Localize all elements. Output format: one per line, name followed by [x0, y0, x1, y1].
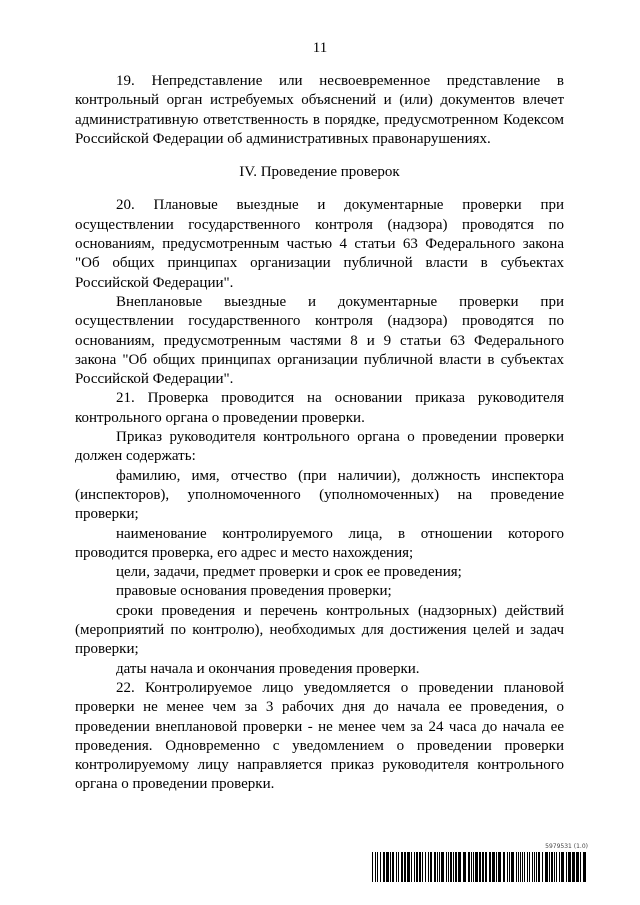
barcode-bar — [479, 852, 481, 882]
barcode-bar — [516, 852, 517, 882]
barcode-bar — [392, 852, 394, 882]
barcode-bar — [566, 852, 567, 882]
barcode-bar — [496, 852, 497, 882]
barcode-bar — [468, 852, 470, 882]
barcode-bar — [401, 852, 403, 882]
barcode-bar — [386, 852, 389, 882]
barcode-bar — [434, 852, 436, 882]
barcode-bar — [441, 852, 444, 882]
barcode-bar — [524, 852, 525, 882]
barcode-bar — [422, 852, 423, 882]
barcode-bar — [475, 852, 478, 882]
barcode-bar — [372, 852, 373, 882]
barcode-bar — [559, 852, 560, 882]
barcode-bar — [471, 852, 472, 882]
paragraph-20-unscheduled: Внеплановые выездные и документарные проверки при осуществлении государственного контроля (надзора) проводятся по основаниям, предусмотренным частями 8 и 9 статьи 63 Федерального закона "Об общих принципах организации публичной власти в субъектах Российской Федерации". — [75, 293, 564, 388]
barcode-bar — [532, 852, 533, 882]
barcode-bar — [536, 852, 537, 882]
barcode-bar — [411, 852, 412, 882]
document-body — [75, 72, 564, 795]
barcode-bar — [538, 852, 540, 882]
barcode-bar — [398, 852, 399, 882]
barcode-bar — [542, 852, 543, 882]
list-item-actions: сроки проведения и перечень контрольных (надзорных) действий (мероприятий по контролю), необходимых для достижения целей и задач проверки; — [75, 602, 564, 658]
barcode-bar — [520, 852, 521, 882]
barcode-bar — [407, 852, 410, 882]
barcode-bar — [439, 852, 440, 882]
list-item-goals: цели, задачи, предмет проверки и срок ее проведения; — [116, 564, 462, 581]
barcode-bar — [446, 852, 447, 882]
barcode-bar — [390, 852, 391, 882]
barcode-bar — [425, 852, 426, 882]
barcode-bar — [511, 852, 514, 882]
barcode-bar — [554, 852, 555, 882]
barcode-bar — [507, 852, 508, 882]
barcode-bar — [503, 852, 505, 882]
barcode-bar — [492, 852, 495, 882]
barcode-bar — [556, 852, 557, 882]
barcode-bar — [572, 852, 575, 882]
barcode-code: 5979531 (1.0) — [545, 843, 588, 850]
section-heading: IV. Проведение проверок — [239, 164, 400, 181]
paragraph-21: 21. Проверка проводится на основании приказа руководителя контрольного органа о проведении проверки. — [75, 390, 564, 426]
list-item-legal-grounds: правовые основания проведения проверки; — [116, 583, 392, 600]
list-item-inspector: фамилию, имя, отчество (при наличии), должность инспектора (инспекторов), уполномоченного (уполномоченных) на проведение проверки; — [75, 467, 564, 523]
paragraph-22: 22. Контролируемое лицо уведомляется о проведении плановой проверки не менее чем за 3 рабочих дня до начала ее проведения, о проведении внеплановой проверки - не менее чем за 24 часа до начала ее проведения. Одновременно с уведомлением о проведении проверки контролируемому лицу направляется приказ руководителя контрольного органа о проведении проверки. — [75, 679, 564, 793]
barcode-bar — [583, 852, 586, 882]
barcode-bar — [545, 852, 548, 882]
barcode-bar — [404, 852, 406, 882]
barcode-bar — [377, 852, 378, 882]
barcode-bar — [383, 852, 385, 882]
paragraph-19: 19. Непредставление или несвоевременное представление в контрольный орган истребуемых объяснений и (или) документов влечет административную ответственность в порядке, предусмотренном Кодексом Российской Федерации об административных правонарушениях. — [75, 73, 564, 147]
list-item-controlled-person: наименование контролируемого лица, в отношении которого проводится проверка, его адрес и место нахождения; — [75, 525, 564, 561]
paragraph-20: 20. Плановые выездные и документарные проверки при осуществлении государственного контроля (надзора) проводятся по основаниям, предусмотренным частью 4 статьи 63 Федерального закона "Об общих принципах организации публичной власти в субъектах Российской Федерации". — [75, 197, 564, 291]
barcode-bar — [375, 852, 376, 882]
barcode-image — [372, 852, 588, 882]
barcode-bar — [498, 852, 501, 882]
barcode-bar — [448, 852, 449, 882]
barcode-bar — [458, 852, 461, 882]
list-item-dates: даты начала и окончания проведения проверки. — [116, 660, 420, 677]
paragraph-order-contents: Приказ руководителя контрольного органа о проведении проверки должен содержать: — [75, 429, 564, 465]
barcode-bar — [482, 852, 484, 882]
barcode-bar — [568, 852, 571, 882]
barcode-block — [372, 843, 588, 885]
barcode-bar — [463, 852, 466, 882]
barcode-bar — [518, 852, 519, 882]
barcode-bar — [416, 852, 418, 882]
barcode-bar — [529, 852, 530, 882]
barcode-bar — [580, 852, 581, 882]
barcode-bar — [473, 852, 474, 882]
barcode-bar — [576, 852, 579, 882]
barcode-bar — [414, 852, 415, 882]
barcode-bar — [561, 852, 564, 882]
barcode-bar — [522, 852, 523, 882]
barcode-bar — [437, 852, 438, 882]
barcode-bar — [551, 852, 553, 882]
barcode-bar — [419, 852, 421, 882]
barcode-bar — [549, 852, 550, 882]
barcode-bar — [453, 852, 454, 882]
barcode-bar — [428, 852, 429, 882]
barcode-bar — [430, 852, 432, 882]
page-number: 11 — [312, 40, 328, 56]
barcode-bar — [509, 852, 510, 882]
barcode-bar — [380, 852, 381, 882]
barcode-bar — [396, 852, 397, 882]
barcode-bar — [450, 852, 452, 882]
barcode-bar — [485, 852, 487, 882]
barcode-bar — [527, 852, 528, 882]
barcode-bar — [455, 852, 457, 882]
barcode-bar — [489, 852, 491, 882]
barcode-bar — [534, 852, 535, 882]
